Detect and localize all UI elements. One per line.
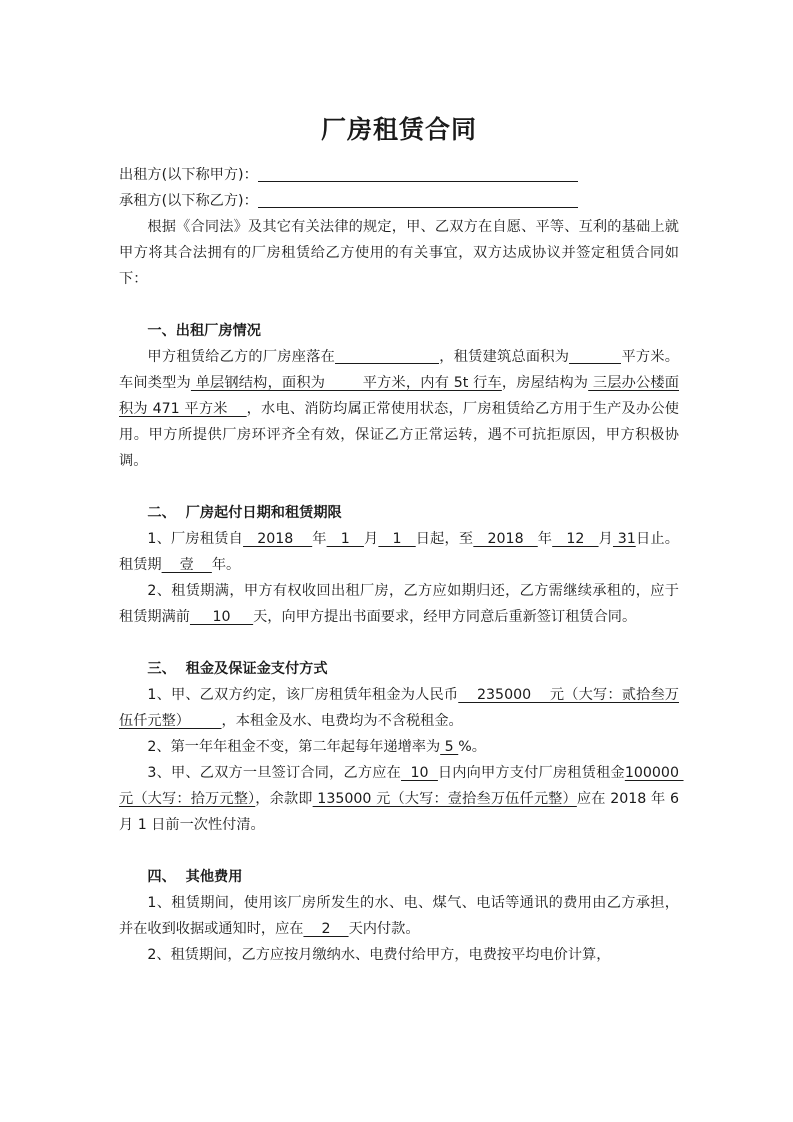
start-day-value: 1 [378, 531, 416, 547]
s1-text-2: ，租赁建筑总面积为 [439, 349, 570, 365]
lease-period-paragraph [119, 526, 679, 578]
start-year-value: 2018 [243, 531, 313, 547]
balance-amount-value: 135000 元（大写：壹拾叁万伍仟元整） [312, 791, 577, 807]
section-1-paragraph [119, 344, 679, 474]
payment-paragraph [119, 760, 684, 838]
section-2-heading: 二、 厂房起付日期和租赁期限 [147, 505, 342, 521]
s2-text-1: 1、厂房租赁自 [147, 531, 244, 547]
utility-payment-days-value: 2 [303, 921, 349, 937]
payment-days-value: 10 [401, 765, 438, 781]
s3p3-text-4: 应在 2018 年 6 月 1 日前一次性付清。 [119, 791, 684, 833]
s2-text-6: 月 [598, 531, 613, 547]
s3p3-text-1: 3、甲、乙双方一旦签订合同，乙方应在 [147, 765, 402, 781]
s4p1-text-2: 天内付款。 [348, 921, 420, 937]
section-3-heading: 三、 租金及保证金支付方式 [147, 661, 328, 677]
s2p2-text-1: 2、租赁期满，甲方有权收回出租厂房，乙方应如期归还，乙方需继续承租的，应于租赁期满前 [119, 583, 679, 625]
lessee-line [119, 188, 679, 214]
end-month-value: 12 [552, 531, 599, 547]
deposit-amount-value: 100000 元（大写：拾万元整） [119, 765, 684, 807]
lessee-label: 承租方(以下称乙方)： [119, 193, 258, 209]
document-title: 厂房租赁合同 [320, 115, 477, 144]
s2-text-8: 年。 [211, 557, 241, 573]
location-blank[interactable] [335, 345, 439, 364]
section-4-heading: 四、 其他费用 [147, 869, 243, 885]
s2-text-3: 月 [363, 531, 379, 547]
s2p2-text-2: 天，向甲方提出书面要求，经甲方同意后重新签订租赁合同。 [253, 609, 637, 625]
workshop-type-value: 单层钢结构，面积为 平方米，内有 5t 行车 [190, 375, 502, 391]
area-blank[interactable] [569, 345, 621, 364]
section-1-heading: 一、出租厂房情况 [147, 323, 261, 339]
renewal-paragraph [119, 578, 679, 630]
s1-text-1: 甲方租赁给乙方的厂房座落在 [147, 349, 336, 365]
s3p2-text-1: 2、第一年年租金不变，第二年起每年递增率为 [147, 739, 441, 755]
lessor-label: 出租方(以下称甲方)： [119, 167, 258, 183]
s2-text-7: 日止。租赁期 [119, 531, 679, 573]
renewal-notice-days-value: 10 [189, 609, 254, 625]
s3p2-text-2: %。 [458, 739, 486, 755]
s1-text-5: ，水电、消防均属正常使用状态，厂房租赁给乙方用于生产及办公使用。甲方所提供厂房环评齐全有效，保证乙方正常运转，遇不可抗拒原因，甲方积极协调。 [119, 401, 679, 469]
end-year-value: 2018 [473, 531, 538, 547]
lease-term-value: 壹 [161, 557, 212, 573]
building-structure-value: 三层办公楼面积为 471 平方米 [119, 375, 679, 417]
lessor-blank[interactable] [258, 163, 578, 182]
s3p3-text-3: ，余款即 [255, 791, 313, 807]
rent-increase-paragraph [119, 734, 679, 760]
utilities-paragraph [119, 890, 679, 942]
s3p3-text-2: 日内向甲方支付厂房租赁租金 [437, 765, 625, 781]
lessee-blank[interactable] [258, 189, 578, 208]
s3p1-text-2: ，本租金及水、电费均为不含税租金。 [221, 713, 463, 729]
lessor-line [119, 162, 679, 188]
annual-rent-value: 235000 元（大写：贰拾叁万伍仟元整） [119, 687, 679, 729]
s3p1-text-1: 1、甲、乙双方约定，该厂房租赁年租金为人民币 [147, 687, 459, 703]
electricity-paragraph: 2、租赁期间，乙方应按月缴纳水、电费付给甲方，电费按平均电价计算， [147, 947, 611, 963]
contract-body [119, 110, 684, 968]
increase-rate-value: 5 [440, 739, 459, 755]
end-day-value: 31 [612, 531, 636, 547]
start-month-value: 1 [326, 531, 364, 547]
s2-text-2: 年 [312, 531, 327, 547]
s2-text-4: 日起，至 [415, 531, 474, 547]
s1-text-4: ，房屋结构为 [501, 375, 589, 391]
annual-rent-paragraph [119, 682, 679, 734]
s2-text-5: 年 [537, 531, 553, 547]
intro-paragraph: 根据《合同法》及其它有关法律的规定，甲、乙双方在自愿、平等、互利的基础上就甲方将其合法拥有的厂房租赁给乙方使用的有关事宜，双方达成协议并签定租赁合同如下： [119, 219, 679, 287]
s4p1-text-1: 1、租赁期间，使用该厂房所发生的水、电、煤气、电话等通讯的费用由乙方承担，并在收到收据或通知时，应在 [119, 895, 679, 937]
s1-text-3: 平方米。车间类型为 [119, 349, 679, 391]
